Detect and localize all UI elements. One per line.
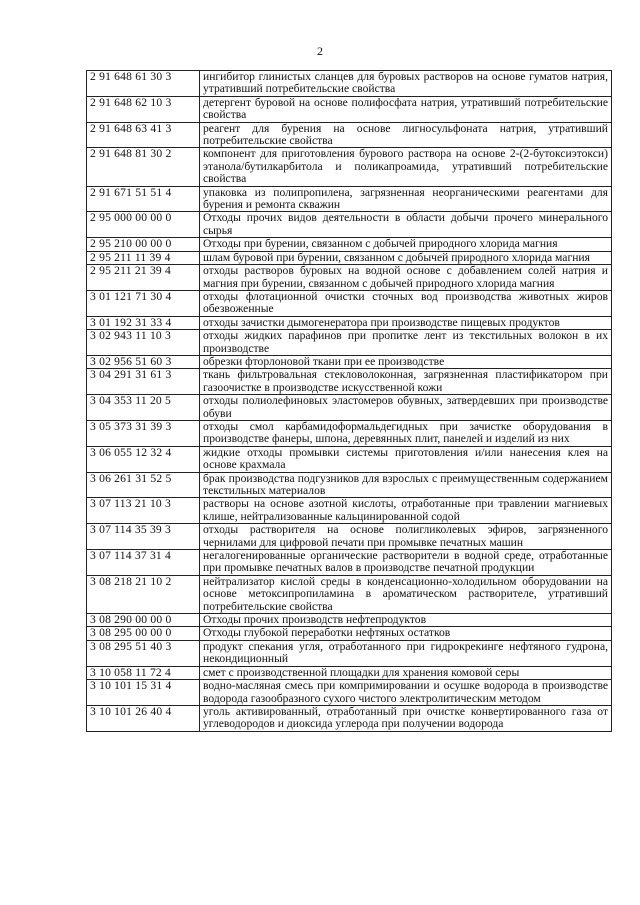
table-row xyxy=(87,96,612,122)
table-row xyxy=(87,524,612,550)
waste-description-cell: отходы зачистки дымогенератора при производстве пищевых продуктов xyxy=(200,316,612,329)
table-body xyxy=(87,71,612,732)
waste-description-cell: отходы жидких парафинов при пропитке лент из текстильных волокон в их производстве xyxy=(200,330,612,356)
table-row xyxy=(87,446,612,472)
waste-description-cell: отходы полиолефиновых эластомеров обувных, затвердевших при производстве обуви xyxy=(200,395,612,421)
table-row xyxy=(87,640,612,666)
waste-description-cell: жидкие отходы промывки системы приготовления и/или нанесения клея на основе крахмала xyxy=(200,446,612,472)
waste-description-cell: водно-масляная смесь при компримировании и осушке водорода в производстве водорода газообразного сухого чистого электролитическим методом xyxy=(200,680,612,706)
waste-description-cell: шлам буровой при бурении, связанном с добычей природного хлорида магния xyxy=(200,251,612,264)
waste-description-cell: Отходы глубокой переработки нефтяных остатков xyxy=(200,627,612,640)
waste-code-cell: 3 10 101 26 40 4 xyxy=(87,705,200,731)
waste-code-cell: 3 02 956 51 60 3 xyxy=(87,355,200,368)
table-row xyxy=(87,251,612,264)
waste-code-cell: 3 05 373 31 39 3 xyxy=(87,420,200,446)
waste-description-cell: Отходы при бурении, связанном с добычей природного хлорида магния xyxy=(200,238,612,251)
table-row xyxy=(87,186,612,212)
table-row xyxy=(87,238,612,251)
table-row xyxy=(87,498,612,524)
table-row xyxy=(87,420,612,446)
waste-code-cell: 2 91 648 81 30 2 xyxy=(87,148,200,186)
table-row xyxy=(87,614,612,627)
waste-description-cell: детергент буровой на основе полифосфата натрия, утративший потребительские свойства xyxy=(200,96,612,122)
waste-code-cell: 2 95 211 21 39 4 xyxy=(87,265,200,291)
waste-description-cell: Отходы прочих видов деятельности в области добычи прочего минерального сырья xyxy=(200,212,612,238)
waste-description-cell: упаковка из полипропилена, загрязненная неорганическими реагентами для бурения и ремонта скважин xyxy=(200,186,612,212)
waste-description-cell: уголь активированный, отработанный при очистке конвертированного газа от углеводородов и диоксида углерода при получении водорода xyxy=(200,705,612,731)
waste-description-cell: брак производства подгузников для взрослых с преимущественным содержанием текстильных материалов xyxy=(200,472,612,498)
waste-description-cell: отходы флотационной очистки сточных вод производства животных жиров обезвоженные xyxy=(200,290,612,316)
table-row xyxy=(87,575,612,613)
waste-code-cell: 3 08 295 51 40 3 xyxy=(87,640,200,666)
waste-code-cell: 3 04 291 31 61 3 xyxy=(87,369,200,395)
waste-code-cell: 2 91 648 62 10 3 xyxy=(87,96,200,122)
waste-code-cell: 2 95 000 00 00 0 xyxy=(87,212,200,238)
waste-code-cell: 3 10 101 15 31 4 xyxy=(87,680,200,706)
table-row xyxy=(87,330,612,356)
waste-description-cell: отходы растворов буровых на водной основе с добавлением солей натрия и магния при бурении, связанном с добычей природного хлорида магния xyxy=(200,265,612,291)
waste-description-cell: ингибитор глинистых сланцев для буровых растворов на основе гуматов натрия, утративший потребительские свойства xyxy=(200,71,612,97)
table-row xyxy=(87,395,612,421)
table-row xyxy=(87,666,612,679)
table-row xyxy=(87,355,612,368)
waste-description-cell: компонент для приготовления бурового раствора на основе 2-(2-бутоксиэтокси) этанола/бутилкарбитола и поликапроамида, утративший потребительские свойства xyxy=(200,148,612,186)
waste-code-cell: 2 91 671 51 51 4 xyxy=(87,186,200,212)
waste-description-cell: продукт спекания угля, отработанного при гидрокрекинге нефтяного гудрона, некондиционный xyxy=(200,640,612,666)
waste-code-cell: 3 01 192 31 33 4 xyxy=(87,316,200,329)
waste-description-cell: реагент для бурения на основе лигносульфоната натрия, утративший потребительские свойства xyxy=(200,122,612,148)
table-row xyxy=(87,627,612,640)
waste-code-cell: 2 91 648 61 30 3 xyxy=(87,71,200,97)
waste-code-cell: 3 01 121 71 30 4 xyxy=(87,290,200,316)
waste-code-cell: 3 08 295 00 00 0 xyxy=(87,627,200,640)
waste-description-cell: обрезки фторлоновой ткани при ее производстве xyxy=(200,355,612,368)
table-row xyxy=(87,316,612,329)
waste-description-cell: негалогенированные органические растворители в водной среде, отработанные при промывке печатных валов в производстве печатной продукции xyxy=(200,550,612,576)
table-row xyxy=(87,290,612,316)
table-row xyxy=(87,550,612,576)
waste-description-cell: нейтрализатор кислой среды в конденсационно-холодильном оборудовании на основе метоксипропиламина в ароматическом растворителе, утративший потребительские свойства xyxy=(200,575,612,613)
waste-code-cell: 3 02 943 11 10 3 xyxy=(87,330,200,356)
waste-code-cell: 3 07 113 21 10 3 xyxy=(87,498,200,524)
waste-description-cell: ткань фильтровальная стекловолоконная, загрязненная пластификатором при газоочистке в производстве искусственной кожи xyxy=(200,369,612,395)
waste-description-cell: отходы смол карбамидоформальдегидных при зачистке оборудования в производстве фанеры, шпона, деревянных плит, панелей и изделий из них xyxy=(200,420,612,446)
table-row xyxy=(87,122,612,148)
waste-code-cell: 3 08 218 21 10 2 xyxy=(87,575,200,613)
table-row xyxy=(87,148,612,186)
waste-description-cell: отходы растворителя на основе полигликолевых эфиров, загрязненного чернилами для цифровой печати при промывке печатных машин xyxy=(200,524,612,550)
waste-description-cell: растворы на основе азотной кислоты, отработанные при травлении магниевых клише, нейтрализованные кальцинированной содой xyxy=(200,498,612,524)
waste-code-cell: 3 04 353 11 20 5 xyxy=(87,395,200,421)
table-row xyxy=(87,369,612,395)
waste-code-cell: 3 06 261 31 52 5 xyxy=(87,472,200,498)
table-row xyxy=(87,71,612,97)
waste-code-cell: 2 91 648 63 41 3 xyxy=(87,122,200,148)
waste-code-cell: 2 95 210 00 00 0 xyxy=(87,238,200,251)
waste-codes-table xyxy=(86,70,612,732)
waste-code-cell: 3 06 055 12 32 4 xyxy=(87,446,200,472)
table-row xyxy=(87,705,612,731)
waste-code-cell: 2 95 211 11 39 4 xyxy=(87,251,200,264)
waste-description-cell: смет с производственной площадки для хранения комовой серы xyxy=(200,666,612,679)
waste-code-cell: 3 07 114 37 31 4 xyxy=(87,550,200,576)
table-row xyxy=(87,472,612,498)
table-row xyxy=(87,680,612,706)
table-row xyxy=(87,265,612,291)
waste-code-cell: 3 07 114 35 39 3 xyxy=(87,524,200,550)
waste-code-cell: 3 08 290 00 00 0 xyxy=(87,614,200,627)
table-row xyxy=(87,212,612,238)
waste-code-cell: 3 10 058 11 72 4 xyxy=(87,666,200,679)
waste-description-cell: Отходы прочих производств нефтепродуктов xyxy=(200,614,612,627)
page-number: 2 xyxy=(317,44,323,58)
